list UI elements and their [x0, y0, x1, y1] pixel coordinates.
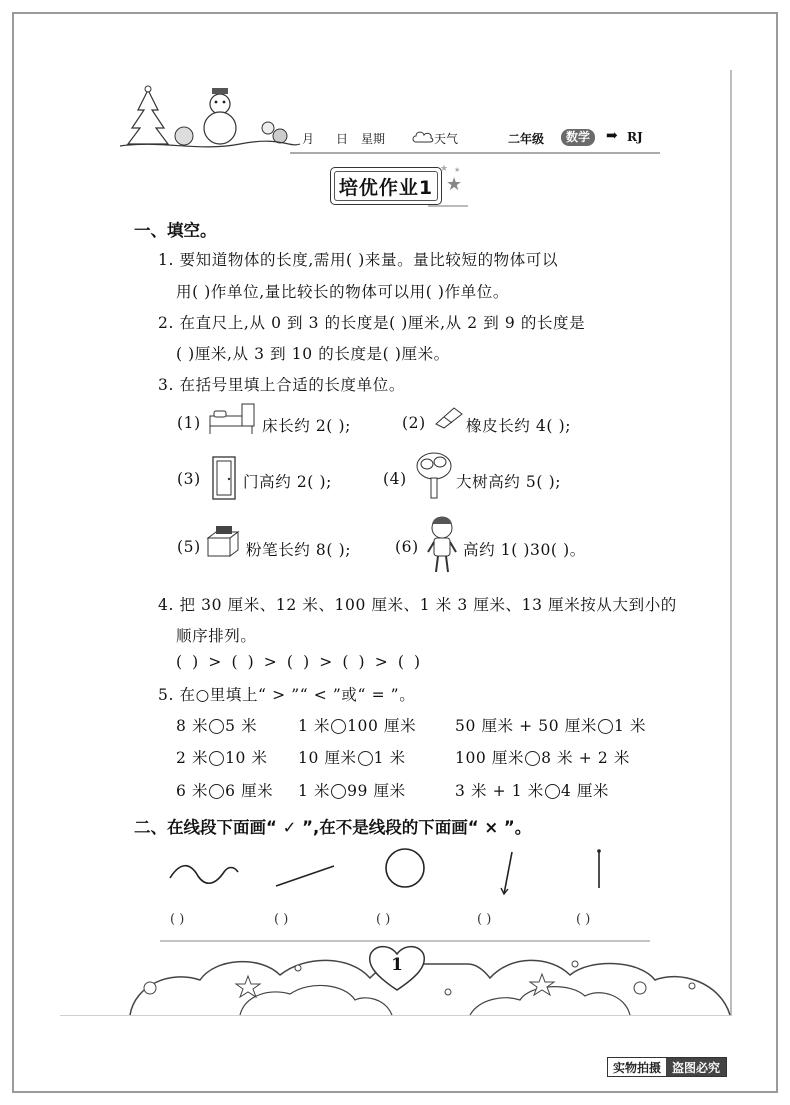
star-icon: ★ [440, 164, 449, 174]
footer-clouds [130, 940, 730, 1015]
compare-item: 10 厘米 1 米 [298, 749, 406, 767]
stamp-left: 实物拍摄 [608, 1058, 666, 1076]
figure-segment-vertical [592, 846, 606, 892]
title-underline [428, 205, 468, 208]
answer-blank[interactable]: ( ) [477, 912, 492, 927]
compare-circle[interactable] [598, 719, 613, 734]
boy-icon [424, 514, 460, 576]
compare-item: 1 米 99 厘米 [298, 782, 406, 800]
compare-item: 2 米 10 米 [176, 749, 268, 767]
stamp-right: 盗图必究 [666, 1058, 726, 1076]
compare-item: 8 米 5 米 [176, 717, 258, 735]
q3-item2-num: (2) [402, 414, 426, 432]
door-icon [211, 455, 237, 501]
stamp-label [607, 1057, 727, 1077]
page-title: 培优作业1 [334, 171, 438, 201]
answer-blank[interactable]: ( ) [170, 912, 185, 927]
header-edition: RJ [627, 130, 643, 144]
figure-segment [274, 862, 338, 890]
compare-circle[interactable] [209, 751, 224, 766]
q3-item1-num: (1) [177, 414, 201, 432]
page-number: 1 [391, 955, 403, 975]
answer-blank[interactable]: ( ) [274, 912, 289, 927]
compare-circle[interactable] [331, 784, 346, 799]
q4-line2: 顺序排列。 [176, 627, 257, 645]
answer-blank[interactable]: ( ) [376, 912, 391, 927]
q2-line1: 2. 在直尺上,从 0 到 3 的长度是( )厘米,从 2 到 9 的长度是 [158, 314, 586, 332]
compare-circle[interactable] [209, 784, 224, 799]
q3-item3-num: (3) [177, 470, 201, 488]
bed-icon [206, 402, 258, 436]
arrow-right-icon: ➡ [606, 128, 618, 144]
star-icon: ★ [446, 174, 463, 195]
compare-item: 100 厘米 8 米 + 2 米 [455, 749, 630, 767]
q3-item2-text: 橡皮长约 4( ); [466, 417, 572, 435]
q3-item6-num: (6) [395, 538, 419, 556]
figure-wavy-line [168, 860, 240, 890]
q3-item5-text: 粉笔长约 8( ); [246, 541, 352, 559]
subject-badge: 数学 [561, 129, 595, 146]
eraser-icon [430, 404, 464, 428]
compare-circle[interactable] [545, 784, 560, 799]
header-day: 日 [336, 132, 349, 146]
header-weekday: 星期 [361, 132, 386, 146]
chalk-box-icon [204, 524, 244, 560]
q2-line2: ( )厘米,从 3 到 10 的长度是( )厘米。 [176, 345, 450, 363]
q3-item6-text: 高约 1( )30( )。 [463, 541, 586, 559]
header-month: 月 [302, 132, 315, 146]
header-line [290, 150, 660, 156]
section1-heading: 一、填空。 [134, 221, 217, 240]
compare-circle[interactable] [525, 751, 540, 766]
winter-decoration-icon [120, 82, 300, 152]
title-box [330, 167, 442, 205]
compare-item: 6 米 6 厘米 [176, 782, 274, 800]
figure-circle [383, 846, 427, 890]
compare-circle[interactable] [331, 719, 346, 734]
q5-line1: 5. 在○里填上“ > ”“ < ”或“ = ”。 [158, 686, 416, 704]
cloud-icon [412, 130, 434, 144]
q1-line2: 用( )作单位,量比较长的物体可以用( )作单位。 [176, 283, 509, 301]
header-weather: 天气 [434, 132, 459, 146]
q3-item3-text: 门高约 2( ); [243, 473, 332, 491]
section2-heading: 二、在线段下面画“ ✓ ”,在不是线段的下面画“ × ”。 [134, 818, 532, 837]
compare-circle[interactable] [209, 719, 224, 734]
q3-line1: 3. 在括号里填上合适的长度单位。 [158, 376, 405, 394]
q3-item4-num: (4) [383, 470, 407, 488]
q4-line1: 4. 把 30 厘米、12 米、100 厘米、1 米 3 厘米、13 厘米按从大到小的 [158, 596, 677, 614]
q1-line1: 1. 要知道物体的长度,需用( )来量。量比较短的物体可以 [158, 251, 559, 269]
q3-item5-num: (5) [177, 538, 201, 556]
answer-blank[interactable]: ( ) [576, 912, 591, 927]
tree-icon [414, 450, 454, 500]
q3-item1-text: 床长约 2( ); [262, 417, 351, 435]
q4-line3: ( ) > ( ) > ( ) > ( ) > ( ) [176, 653, 421, 671]
compare-item: 3 米 + 1 米 4 厘米 [455, 782, 610, 800]
header-grade: 二年级 [508, 132, 545, 146]
star-icon: ★ [454, 166, 461, 174]
compare-item: 1 米 100 厘米 [298, 717, 417, 735]
figure-ray [498, 850, 518, 898]
compare-circle[interactable] [358, 751, 373, 766]
q3-item4-text: 大树高约 5( ); [456, 473, 562, 491]
compare-item: 50 厘米 + 50 厘米 1 米 [455, 717, 647, 735]
